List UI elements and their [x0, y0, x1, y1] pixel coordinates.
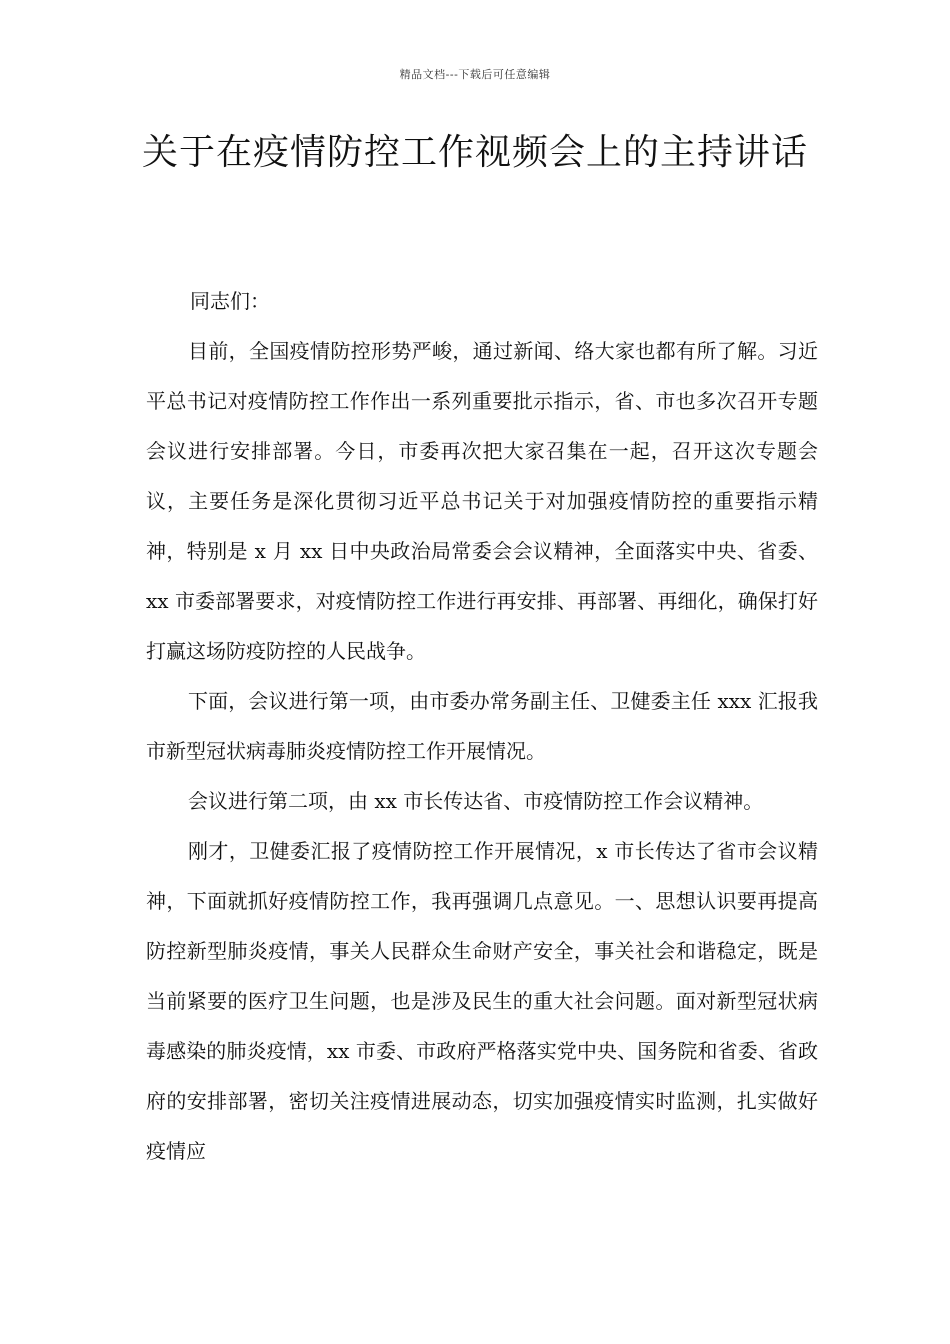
- header-note: 精品文档---下载后可任意编辑: [399, 68, 551, 81]
- paragraph-4: 刚才，卫健委汇报了疫情防控工作开展情况，x 市长传达了省市会议精神，下面就抓好疫情防控工作，我再强调几点意见。一、思想认识要再提高 防控新型肺炎疫情，事关人民群众生命财产安全，事关社会和谐稳定，既是当前紧要的医疗卫生问题，也是涉及民生的重大社会问题。面对新型冠状病毒感染的肺炎疫情，xx 市委、市政府严格落实党中央、国务院和省委、省政府的安排部署，密切关注疫情进展动态，切实加强疫情实时监测，扎实做好疫情应: [146, 839, 869, 1163]
- paragraph-1: 目前，全国疫情防控形势严峻，通过新闻、络大家也都有所了解。习近平总书记对疫情防控工作作出一系列重要批示指示，省、市也多次召开专题会议进行安排部署。今日，市委再次把大家召集在一起，召开这次专题会议，主要任务是深化贯彻习近平总书记关于对加强疫情防控的重要指示精神，特别是 x 月 xx 日中央政治局常委会会议精神，全面落实中央、省委、xx 市委部署要求，对疫情防控工作进行再安排、再部署、再细化，确保打好打赢这场防疫防控的人民战争。: [146, 339, 818, 663]
- salutation: 同志们：: [190, 289, 270, 313]
- paragraph-2: 下面，会议进行第一项，由市委办常务副主任、卫健委主任 xxx 汇报我市新型冠状病毒肺炎疫情防控工作开展情况。: [146, 689, 818, 763]
- document-body: [146, 276, 869, 1176]
- paragraph-3: 会议进行第二项，由 xx 市长传达省、市疫情防控工作会议精神。: [188, 789, 764, 813]
- document-title: 关于在疫情防控工作视频会上的主持讲话: [141, 132, 808, 173]
